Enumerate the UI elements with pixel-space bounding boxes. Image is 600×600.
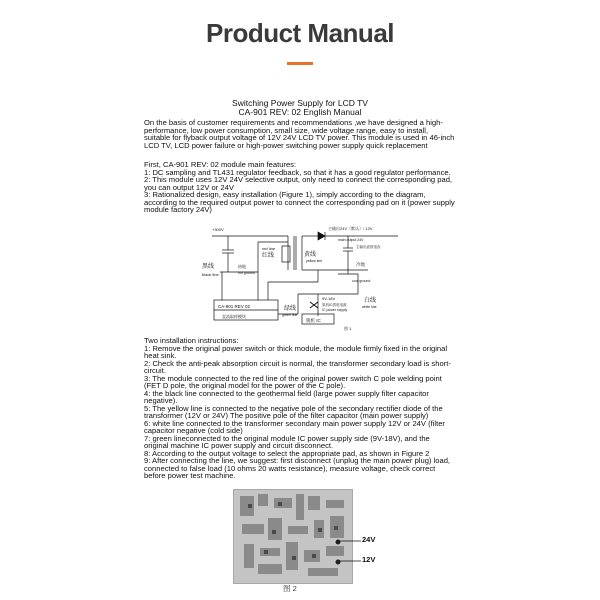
feature-item: 1: DC sampling and TL431 regulator feedback, so that it has a good regulator performance. <box>144 167 451 177</box>
ic-supply-cn: 原机IC供电电源 <box>322 303 347 307</box>
install-step: 9: After connecting the line, we suggest: first disconnect (unplug the main power plug) load, connected to false load (10 ohms 20 watts resistance), measure voltage, check correct before power test machine. <box>144 456 451 480</box>
install-step: 5: The yellow line is connected to the negative pole of the secondary rectifier diode of the transformer (12V or 24V) The positive pole of the filter capacitor (main power supply) <box>144 403 443 420</box>
intro-paragraph <box>144 119 456 149</box>
ic-supply-en: IC power supply <box>322 308 348 312</box>
page-title: Product Manual <box>205 18 394 48</box>
heading-line-2: CA-901 REV: 02 English Manual <box>238 107 362 117</box>
cold-ground-cn: 冷地 <box>356 262 365 267</box>
install-step: 6: white line connected to the transformer secondary main power supply 12V or 24V (filter capacitor negative (cold side) <box>144 418 445 435</box>
black-line-cn: 黑线 <box>202 264 215 270</box>
ic-supply-v: 9V-18V <box>322 296 336 301</box>
module-name: CA-901 REV 02 <box>218 304 251 309</box>
install-step: 4: the black line connected to the geothermal field (large power supply filter capacitor negative). <box>144 388 429 405</box>
figure1-caption: 图 1 <box>344 326 352 331</box>
yellow-line-cn: 黄线 <box>304 252 317 258</box>
install-step: 2: Check the anti-peak absorption circuit is normal, the transformer secondary load is short-circuit. <box>144 358 451 375</box>
feature-item: 2: This module uses 12V 24V selective output, only need to connect the corresponding pad, you can output 12V or 24V <box>144 175 453 192</box>
title-underline <box>287 62 313 65</box>
features-section <box>144 161 456 214</box>
green-line-cn: 绿线 <box>284 306 297 312</box>
module-desc-cn: 直流取样模块 <box>222 314 246 319</box>
install-step: 8: According to the output voltage to select the appropriate pad, as shown in Figure 2 <box>144 448 430 458</box>
green-line-en: green line <box>282 313 298 317</box>
filter-cap-cn: 主输出滤波电容 <box>356 245 381 249</box>
pointer-lines <box>337 540 363 564</box>
install-section <box>144 337 456 480</box>
pcb-traces <box>234 490 352 583</box>
disconnect-ic: 脱机 IC <box>306 318 321 323</box>
install-title: Two installation instructions: <box>144 336 239 345</box>
red-line-en: red line <box>262 246 276 251</box>
install-step: 7: green lineconnected to the original module IC power supply side (9V-18V), and the original machine IC power supply and circuit disconnect. <box>144 433 430 450</box>
hot-ground-cn: 热地 <box>238 264 246 269</box>
cold-ground-en: cool ground <box>352 279 371 283</box>
main-output-en: main output 24V <box>338 238 364 242</box>
intro-text: On the basis of customer requirements and recommendations ,we have designed a high-performance, low power consumption, small size, wide voltage range, easy to install, suitable for flyback output voltage of 12V 24V LCD TV power. This module is used in 46-inch LCD TV, LCD power failure or high-power switching power supply quick replacement <box>144 118 455 150</box>
yellow-line-en: yellow line <box>306 259 323 263</box>
install-step: 1: Remove the original power switch or thick module, the module firmly fixed in the original heat sink. <box>144 343 448 360</box>
label-24v: 24V <box>362 535 376 544</box>
white-line-cn: 白线 <box>364 298 377 304</box>
hot-ground-en: hot ground <box>238 271 255 275</box>
features-title: First, CA-901 REV: 02 module main features: <box>144 160 297 169</box>
white-line-en: white line <box>362 305 377 309</box>
wiring-diagram <box>198 222 412 334</box>
label-12v: 12V <box>362 555 376 564</box>
main-output-cn: 主输出24V（默认）/ 12V <box>328 226 373 231</box>
red-line-cn: 红线 <box>262 253 275 259</box>
heading-line-1: Switching Power Supply for LCD TV <box>232 98 368 108</box>
document-heading <box>0 99 600 117</box>
v300-label: +300V <box>212 227 224 232</box>
pcb-photo <box>233 489 353 584</box>
figure2-caption: 图 2 <box>283 584 297 593</box>
install-step: 3: The module connected to the red line of the original power switch C pole welding point (FET D pole, the original model for the power of the C pole). <box>144 373 442 390</box>
feature-item: 3: Rationalized design, easy installation (Figure 1), simply according to the diagram, according to the required output power to connect the corresponding pad on it (power supply module factory 24V) <box>144 190 455 214</box>
black-line-en: black line <box>202 272 219 277</box>
